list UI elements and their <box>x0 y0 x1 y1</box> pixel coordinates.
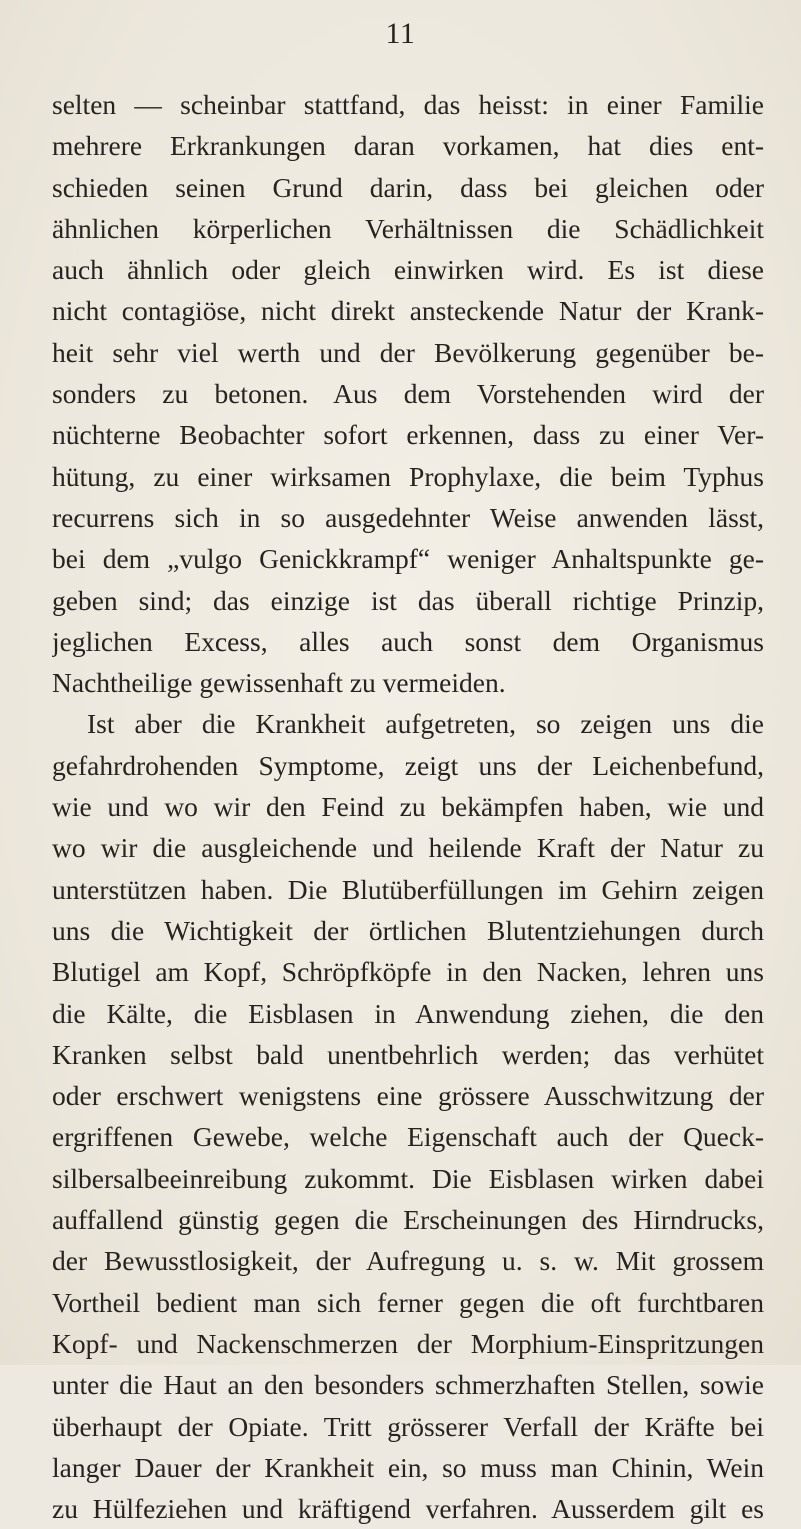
text-line: jeglichen Excess, alles auch sonst dem Organismus <box>52 625 764 657</box>
page-number: 11 <box>385 17 416 50</box>
text-line: unter die Haut an den besonders schmerzhaften Stellen, sowie <box>52 1369 764 1401</box>
paragraph-start-line: Ist aber die Krankheit aufgetreten, so zeigen uns die <box>87 708 764 740</box>
text-line: Vortheil bedient man sich ferner gegen die oft furchtbaren <box>52 1286 764 1318</box>
text-line: Blutigel am Kopf, Schröpfköpfe in den Nacken, lehren uns <box>52 956 764 988</box>
text-line: mehrere Erkrankungen daran vorkamen, hat dies ent- <box>52 130 764 162</box>
text-line: unterstützen haben. Die Blutüberfüllungen im Gehirn zeigen <box>52 873 764 905</box>
text-line: ergriffenen Gewebe, welche Eigenschaft auch der Queck- <box>52 1121 764 1153</box>
text-line: uns die Wichtigkeit der örtlichen Blutentziehungen durch <box>52 914 764 946</box>
text-line: die Kälte, die Eisblasen in Anwendung ziehen, die den <box>52 997 764 1029</box>
text-line: bei dem „vulgo Genickkrampf“ weniger Anhaltspunkte ge- <box>52 543 764 575</box>
text-line: sonders zu betonen. Aus dem Vorstehenden wird der <box>52 378 764 410</box>
text-line: wo wir die ausgleichende und heilende Kraft der Natur zu <box>52 832 764 864</box>
text-line: auffallend günstig gegen die Erscheinungen des Hirndrucks, <box>52 1204 764 1236</box>
text-line: ähnlichen körperlichen Verhältnissen die Schädlichkeit <box>52 212 764 244</box>
text-line: überhaupt der Opiate. Tritt grösserer Verfall der Kräfte bei <box>52 1410 764 1442</box>
text-line: hütung, zu einer wirksamen Prophylaxe, die beim Typhus <box>52 460 764 492</box>
text-line: recurrens sich in so ausgedehnter Weise anwenden lässt, <box>52 501 764 533</box>
text-line: heit sehr viel werth und der Bevölkerung gegenüber be- <box>52 336 764 368</box>
text-line: nicht contagiöse, nicht direkt ansteckende Natur der Krank- <box>52 295 764 327</box>
text-line: zu Hülfeziehen und kräftigend verfahren. Ausserdem gilt es <box>52 1493 764 1525</box>
text-line: schieden seinen Grund darin, dass bei gleichen oder <box>52 171 764 203</box>
text-line: gefahrdrohenden Symptome, zeigt uns der Leichenbefund, <box>52 749 764 781</box>
text-line: auch ähnlich oder gleich einwirken wird. Es ist diese <box>52 254 764 286</box>
text-line: der Bewusstlosigkeit, der Aufregung u. s. w. Mit grossem <box>52 1245 764 1277</box>
text-line: selten — scheinbar stattfand, das heisst: in einer Familie <box>52 89 764 120</box>
text-line: nüchterne Beobachter sofort erkennen, dass zu einer Ver- <box>52 419 764 451</box>
text-line: oder erschwert wenigstens eine grössere Ausschwitzung der <box>52 1080 764 1112</box>
text-line: langer Dauer der Krankheit ein, so muss man Chinin, Wein <box>52 1451 764 1483</box>
text-line: wie und wo wir den Feind zu bekämpfen haben, wie und <box>52 791 764 823</box>
text-line: silbersalbeeinreibung zukommt. Die Eisblasen wirken dabei <box>52 1162 764 1194</box>
text-line: Kranken selbst bald unentbehrlich werden; das verhütet <box>52 1038 764 1070</box>
text-line: geben sind; das einzige ist das überall richtige Prinzip, <box>52 584 764 616</box>
text-line: Kopf- und Nackenschmerzen der Morphium-Einspritzungen <box>52 1327 764 1359</box>
body-text <box>52 84 764 1529</box>
paragraph-end-line: Nachtheilige gewissenhaft zu vermeiden. <box>52 667 506 699</box>
